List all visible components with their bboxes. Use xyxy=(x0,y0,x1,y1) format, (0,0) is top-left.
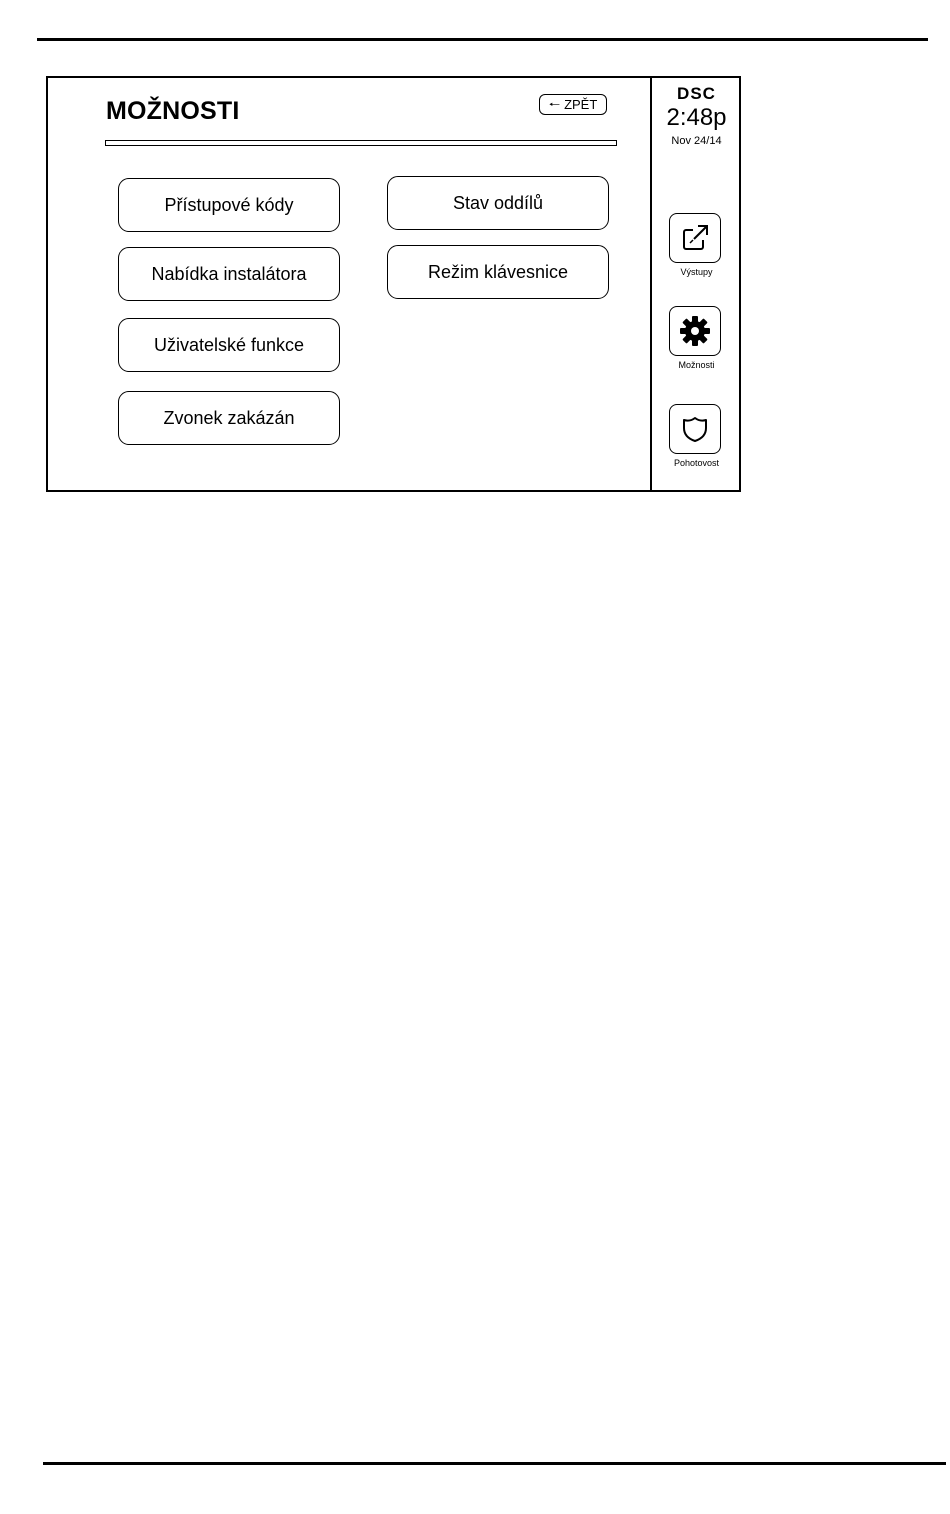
back-arrow-icon: 🠐 xyxy=(548,97,561,112)
options-panel xyxy=(48,78,650,490)
title-divider xyxy=(105,140,617,146)
installer-menu-button[interactable]: Nabídka instalátora xyxy=(118,247,340,301)
back-button[interactable] xyxy=(539,94,607,115)
options-label: Možnosti xyxy=(678,360,715,370)
standby-button[interactable] xyxy=(669,404,721,454)
options-button[interactable] xyxy=(669,306,721,356)
outputs-label: Výstupy xyxy=(680,267,713,277)
gear-icon xyxy=(678,314,712,348)
clock-date: Nov 24/14 xyxy=(671,135,722,147)
clock-time: 2:48p xyxy=(666,104,727,131)
keypad-mode-button[interactable]: Režim klávesnice xyxy=(387,245,609,299)
page-top-rule xyxy=(37,38,928,41)
back-button-label: ZPĚT xyxy=(564,97,598,112)
outputs-icon xyxy=(679,222,711,254)
partition-status-button[interactable]: Stav oddílů xyxy=(387,176,609,230)
brand-logo: DSC xyxy=(677,84,716,103)
chime-button[interactable]: Zvonek zakázán xyxy=(118,391,340,445)
page-title: MOŽNOSTI xyxy=(106,97,240,125)
sidebar xyxy=(650,78,741,490)
user-functions-button[interactable]: Uživatelské funkce xyxy=(118,318,340,372)
keypad-screen xyxy=(46,76,741,492)
access-codes-button[interactable]: Přístupové kódy xyxy=(118,178,340,232)
shield-icon xyxy=(680,414,710,444)
standby-label: Pohotovost xyxy=(673,458,720,468)
page-bottom-rule xyxy=(43,1462,946,1465)
outputs-button[interactable] xyxy=(669,213,721,263)
